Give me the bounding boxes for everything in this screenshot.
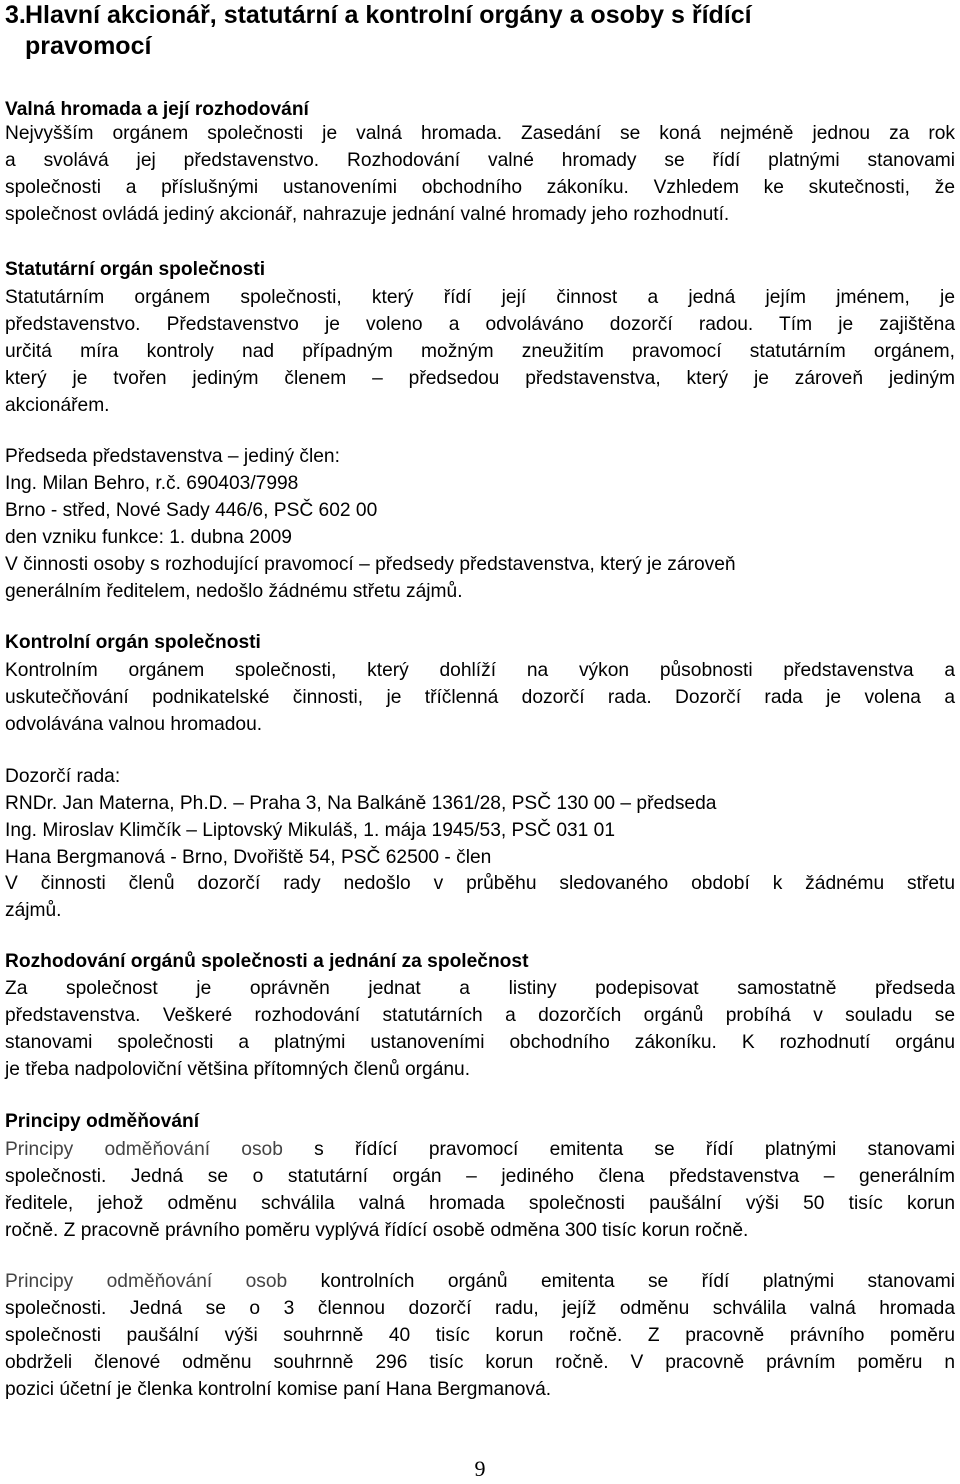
chairman-name: Ing. Milan Behro, r.č. 690403/7998: [5, 473, 299, 494]
section-title-line-1: Hlavní akcionář, statutární a kontrolní orgány a osoby s řídící: [25, 1, 752, 29]
paragraph-line: zájmů.: [5, 900, 62, 921]
supervisory-board-label: Dozorčí rada:: [5, 766, 121, 787]
remuneration-lead-text: Principy odměňování osob: [5, 1139, 283, 1160]
paragraph-line: Kontrolním orgánem společnosti, který dohlíží na výkon působnosti představenstva a: [5, 660, 955, 681]
remuneration-rest-text: kontrolních orgánů emitenta se řídí platnými stanovami: [287, 1271, 955, 1292]
paragraph-line: V činnosti členů dozorčí rady nedošlo v průběhu sledovaného období k žádnému střetu: [5, 873, 955, 894]
paragraph-line: Nejvyšším orgánem společnosti je valná hromada. Zasedání se koná nejméně jednou za rok: [5, 123, 955, 144]
paragraph-line: společnosti a příslušnými ustanoveními obchodního zákoníku. Vzhledem ke skutečnosti, že: [5, 177, 955, 198]
subsection-title-rozhodovani: Rozhodování orgánů společnosti a jednání za společnost: [5, 951, 529, 972]
section-title-line-2: pravomocí: [25, 32, 152, 60]
subsection-title-principy: Principy odměňování: [5, 1111, 200, 1132]
section-number: 3.: [5, 1, 26, 29]
paragraph-line: obdrželi členové odměnu souhrnně 296 tisíc korun ročně. V pracovně právním poměru n: [5, 1352, 955, 1373]
subsection-title-kontrolni-organ: Kontrolní orgán společnosti: [5, 632, 261, 653]
paragraph-line: generálním ředitelem, nedošlo žádnému střetu zájmů.: [5, 581, 463, 602]
paragraph-line: společnosti. Jedná se o 3 člennou dozorčí radu, jejíž odměnu schválila valná hromada: [5, 1298, 955, 1319]
paragraph-line: společnosti. Jedná se o statutární orgán – jediného člena představenstva – generálním: [5, 1166, 955, 1187]
paragraph-line: V činnosti osoby s rozhodující pravomocí – předsedy představenstva, který je zároveň: [5, 554, 736, 575]
paragraph-line: představenstvo. Představenstvo je voleno a odvoláváno dozorčí radou. Tím je zajištěna: [5, 314, 955, 335]
section-heading: [5, 0, 752, 31]
paragraph-line: ředitele, jehož odměnu schválila valná hromada společnosti paušální výši 50 tisíc korun: [5, 1193, 955, 1214]
chairman-address: Brno - střed, Nové Sady 446/6, PSČ 602 00: [5, 500, 378, 521]
supervisory-member: Ing. Miroslav Klimčík – Liptovský Mikuláš, 1. mája 1945/53, PSČ 031 01: [5, 820, 616, 841]
subsection-title-valna-hromada: Valná hromada a její rozhodování: [5, 99, 309, 120]
subsection-title-statutarni-organ: Statutární orgán společnosti: [5, 259, 266, 280]
paragraph-line: Za společnost je oprávněn jednat a listiny podepisovat samostatně předseda: [5, 978, 955, 999]
paragraph-line: uskutečňování podnikatelské činnosti, je tříčlenná dozorčí rada. Dozorčí rada je volena a: [5, 687, 955, 708]
chairman-start-date: den vzniku funkce: 1. dubna 2009: [5, 527, 292, 548]
paragraph-line: je třeba nadpoloviční většina přítomných členů orgánu.: [5, 1059, 471, 1080]
paragraph-line: [5, 1268, 955, 1295]
supervisory-member: RNDr. Jan Materna, Ph.D. – Praha 3, Na Balkáně 1361/28, PSČ 130 00 – předseda: [5, 793, 717, 814]
page-number: 9: [474, 1456, 486, 1481]
paragraph-line: [5, 1136, 955, 1163]
paragraph-line: Statutárním orgánem společnosti, který řídí její činnost a jedná jejím jménem, je: [5, 287, 955, 308]
remuneration-rest-text: s řídící pravomocí emitenta se řídí platnými stanovami: [282, 1139, 955, 1160]
paragraph-line: ročně. Z pracovně právního poměru vyplývá řídící osobě odměna 300 tisíc korun ročně.: [5, 1220, 749, 1241]
paragraph-line: představenstva. Veškeré rozhodování statutárních a dozorčích orgánů probíhá v souladu se: [5, 1005, 955, 1026]
paragraph-line: společnost ovládá jediný akcionář, nahrazuje jednání valné hromady jeho rozhodnutí.: [5, 204, 730, 225]
paragraph-line: odvolávána valnou hromadou.: [5, 714, 263, 735]
paragraph-line: pozici účetní je členka kontrolní komise paní Hana Bergmanová.: [5, 1379, 552, 1400]
paragraph-line: společnosti paušální výši souhrnně 40 tisíc korun ročně. Z pracovně právního poměru: [5, 1325, 955, 1346]
supervisory-member: Hana Bergmanová - Brno, Dvořiště 54, PSČ 62500 - člen: [5, 847, 492, 868]
paragraph-line: a svolává jej představenstvo. Rozhodování valné hromady se řídí platnými stanovami: [5, 150, 955, 171]
paragraph-line: který je tvořen jediným členem – předsedou představenstva, který je zároveň jediným: [5, 368, 955, 389]
chairman-label: Předseda představenstva – jediný člen:: [5, 446, 340, 467]
paragraph-line: stanovami společnosti a platnými ustanoveními obchodního zákoníku. K rozhodnutí orgánu: [5, 1032, 955, 1053]
paragraph-line: určitá míra kontroly nad případným možným zneužitím pravomocí statutárním orgánem,: [5, 341, 955, 362]
paragraph-line: akcionářem.: [5, 395, 110, 416]
remuneration-lead-text: Principy odměňování osob: [5, 1271, 288, 1292]
